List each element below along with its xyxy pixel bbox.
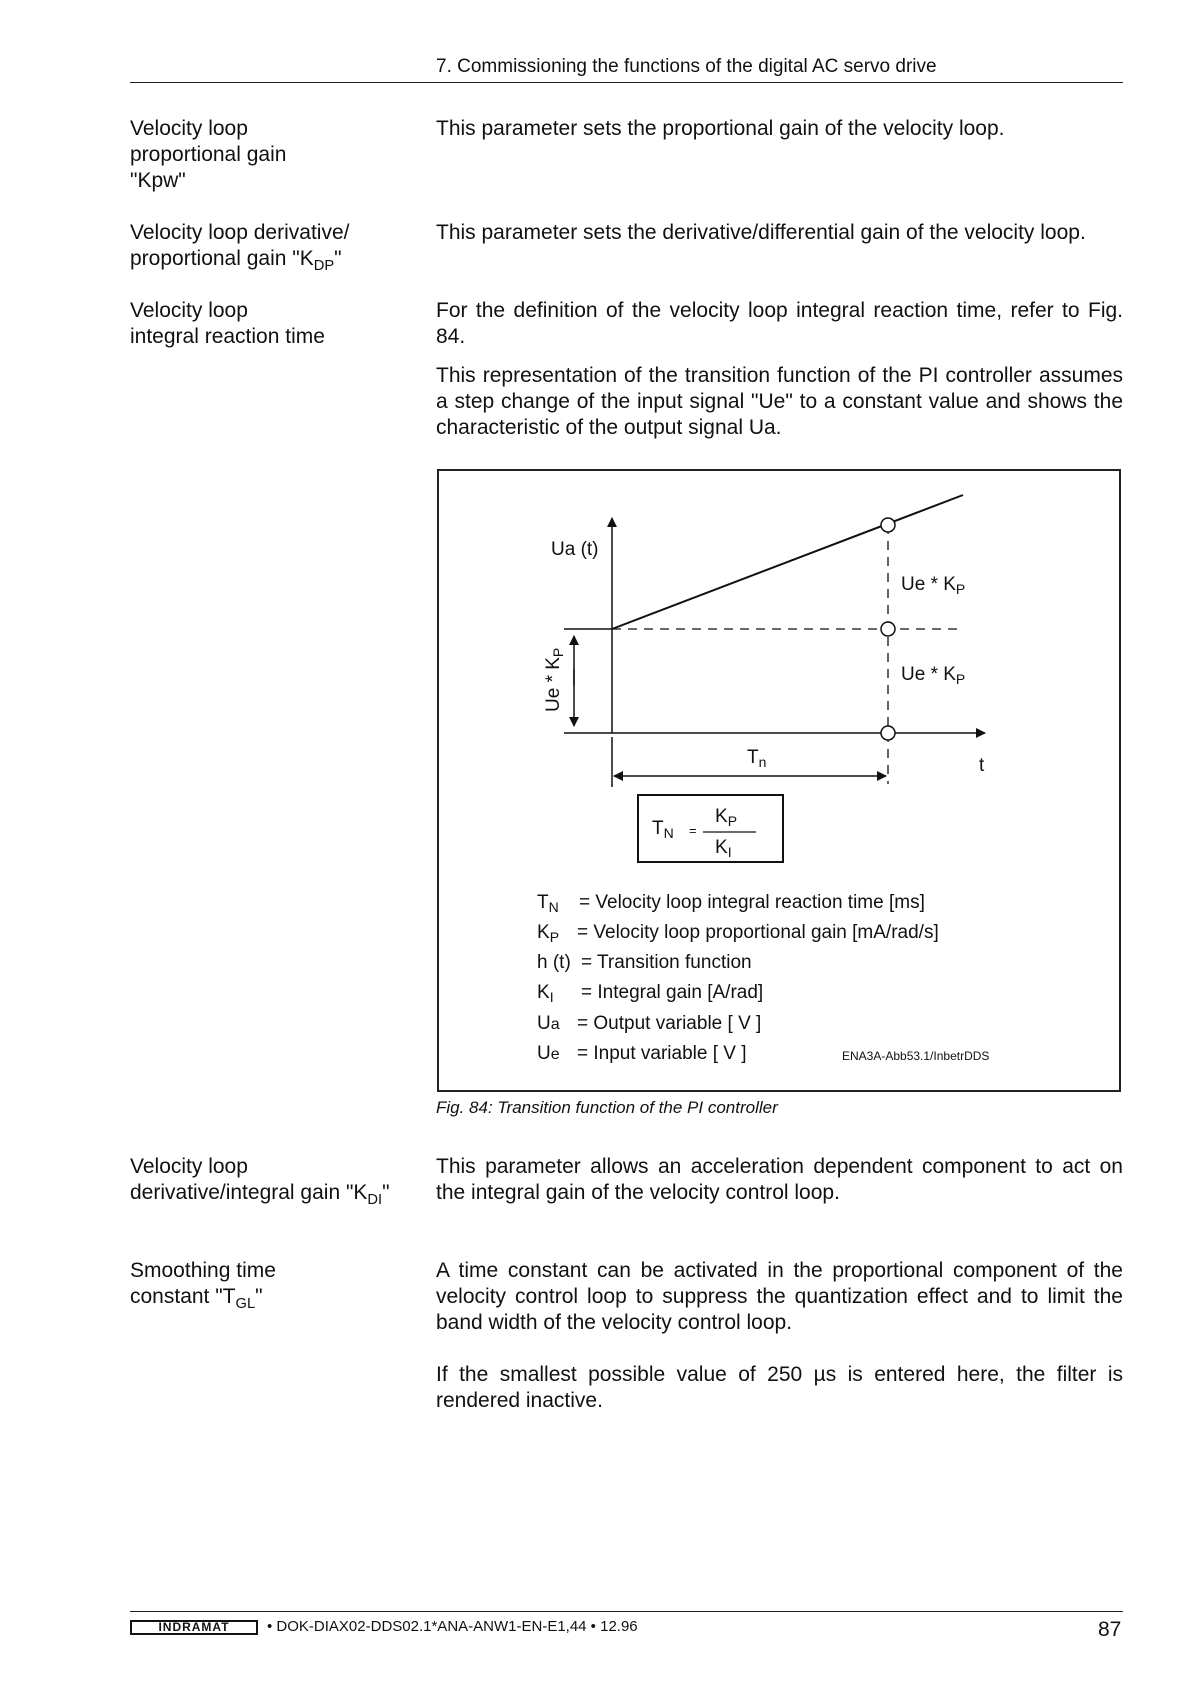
tgl-label-line2 — [130, 1284, 420, 1317]
legend-sym-ht: h (t) — [537, 952, 571, 973]
kdp-label-line2 — [130, 246, 420, 279]
kdp-label-quote: " — [334, 247, 342, 270]
kdp-label-text: proportional gain "K — [130, 247, 314, 270]
tgl-label — [130, 1258, 420, 1317]
kdi-label — [130, 1154, 420, 1213]
tn-description-1: For the definition of the velocity loop integral reaction time, refer to Fig. 84. — [436, 299, 1123, 348]
legend-desc-ua: = Output variable [ V ] — [577, 1013, 762, 1034]
legend-desc-tn: = Velocity loop integral reaction time [ms] — [579, 892, 925, 913]
tn-label-line2: integral reaction time — [130, 325, 325, 348]
legend-desc-kp: = Velocity loop proportional gain [mA/rad/s] — [577, 922, 939, 943]
legend — [537, 892, 939, 1064]
tgl-description-1: A time constant can be activated in the proportional component of the velocity control loop to suppress the quantization effect and to limit the band width of the velocity control loop. — [436, 1259, 1123, 1334]
figure-id: ENA3A-Abb53.1/InbetrDDS — [842, 1049, 990, 1063]
tgl-label-quote: " — [255, 1285, 263, 1308]
kdp-label — [130, 220, 420, 279]
kdp-label-sub: DP — [313, 258, 335, 275]
ue-kp-upper-label: Ue * $K_P$ — [901, 574, 966, 597]
legend-sym-ue: Ue — [537, 1043, 560, 1064]
legend-sym-ki: $K_I$ — [537, 982, 554, 1005]
legend-sym-tn: $T_N$ — [537, 892, 559, 915]
y-axis-label: Ua (t) — [551, 539, 599, 560]
document-id: • DOK-DIAX02-DDS02.1*ANA-ANW1-EN-E1,44 • 12.96 — [267, 1618, 638, 1635]
legend-sym-ua: Ua — [537, 1013, 560, 1034]
pi-transition-diagram — [437, 469, 1121, 1092]
tn-label-line1: Velocity loop — [130, 299, 248, 322]
figure-caption: Fig. 84: Transition function of the PI controller — [436, 1098, 778, 1117]
tgl-label-sub: GL — [235, 1296, 256, 1313]
ramp-point-circle — [881, 518, 895, 532]
legend-sym-kp: $K_P$ — [537, 922, 560, 945]
kdp-description: This parameter sets the derivative/differential gain of the velocity loop. — [436, 221, 1086, 244]
ue-kp-vertical-label: Ue * $K_P$ — [543, 647, 566, 712]
tn-label: $T_n$ — [747, 747, 767, 770]
chapter-title: 7. Commissioning the functions of the digital AC servo drive — [436, 56, 937, 77]
formula-eq: = — [689, 823, 697, 838]
kdi-label-quote: " — [382, 1181, 390, 1204]
header-rule — [130, 82, 1123, 83]
formula-numerator: $K_P$ — [715, 806, 738, 829]
legend-desc-ue: = Input variable [ V ] — [577, 1043, 747, 1064]
kdi-label-line2 — [130, 1180, 420, 1213]
footer-rule — [130, 1611, 1123, 1612]
kdi-label-line1: Velocity loop — [130, 1155, 248, 1178]
kpw-label-line3: "Kpw" — [130, 169, 186, 192]
output-ramp-line — [612, 495, 966, 629]
tgl-description-2: If the smallest possible value of 250 µs is entered here, the filter is rendered inactive. — [436, 1363, 1123, 1412]
formula-denominator: $K_I$ — [715, 837, 732, 860]
indramat-logo: INDRAMAT — [130, 1620, 258, 1635]
kdi-label-sub: DI — [367, 1192, 383, 1209]
kpw-label-line2: proportional gain — [130, 143, 287, 166]
kdp-label-line1: Velocity loop derivative/ — [130, 221, 350, 244]
legend-desc-ki: = Integral gain [A/rad] — [581, 982, 764, 1003]
page-number: 87 — [1098, 1618, 1122, 1641]
tn-description-2: This representation of the transition function of the PI controller assumes a step change of the input signal "Ue" to a constant value and shows the characteristic of the output signal Ua. — [436, 364, 1123, 439]
tgl-label-line1: Smoothing time — [130, 1259, 276, 1282]
legend-desc-ht: = Transition function — [581, 952, 752, 973]
tgl-label-text: constant "T — [130, 1285, 236, 1308]
axis-point-circle — [881, 726, 895, 740]
kpw-label — [130, 116, 420, 194]
kdi-label-text: derivative/integral gain "K — [130, 1181, 368, 1204]
kdi-description: This parameter allows an acceleration dependent component to act on the integral gain of the velocity control loop. — [436, 1155, 1123, 1204]
ue-kp-lower-label: Ue * $K_P$ — [901, 664, 966, 687]
level-point-circle — [881, 622, 895, 636]
x-axis-label: t — [979, 755, 985, 776]
tn-label — [130, 298, 420, 350]
kpw-description: This parameter sets the proportional gain of the velocity loop. — [436, 117, 1005, 140]
formula-lhs: $T_N$ — [652, 818, 674, 841]
kpw-label-line1: Velocity loop — [130, 117, 248, 140]
